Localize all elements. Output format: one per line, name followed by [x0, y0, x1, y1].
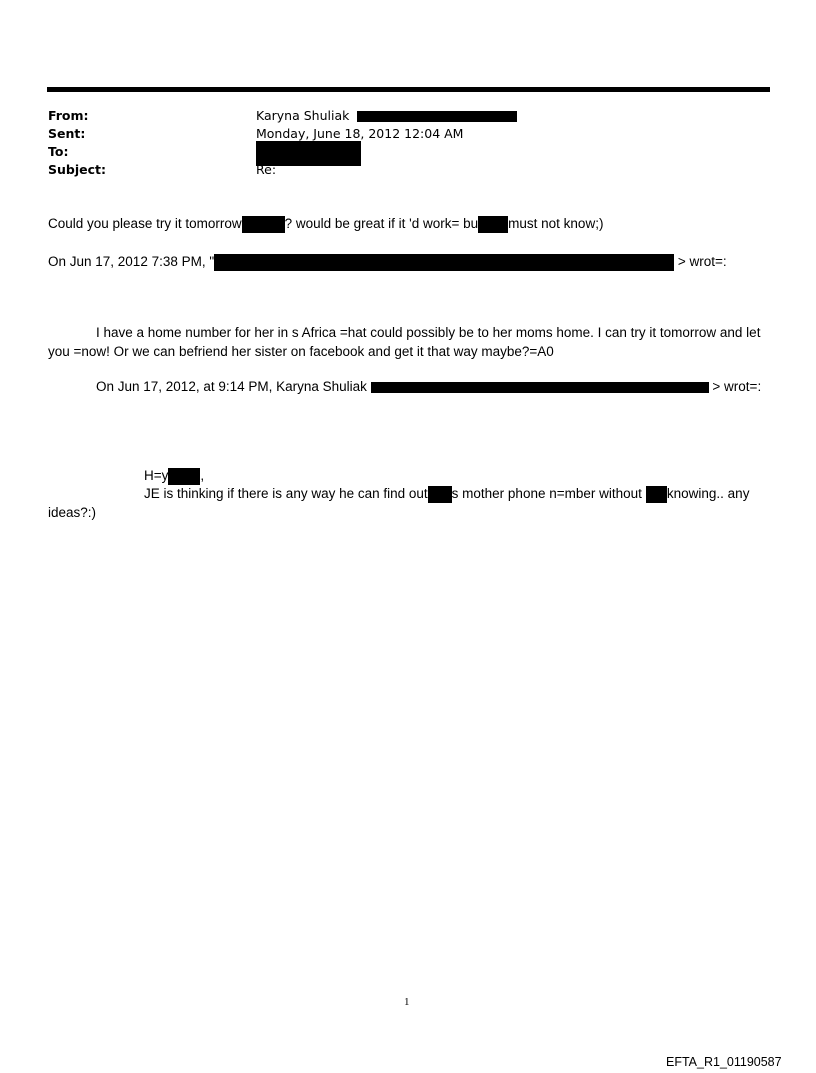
body-text: knowing.. any	[666, 486, 750, 501]
quote-header-1	[48, 252, 727, 271]
header-rule	[47, 87, 770, 92]
body-text: ? would be great if it 'd work= bu	[284, 216, 479, 231]
subject-label: Subject:	[48, 162, 106, 177]
redaction-box	[357, 111, 517, 122]
greeting-line	[144, 466, 204, 485]
body-text: On Jun 17, 2012, at 9:14 PM, Karyna Shuliak	[96, 379, 371, 394]
quote-header-2	[96, 377, 761, 396]
redaction-box	[242, 216, 285, 233]
sent-value: Monday, June 18, 2012 12:04 AM	[256, 126, 464, 141]
from-label: From:	[48, 108, 89, 123]
from-value	[256, 107, 517, 125]
para-line-2: you =now! Or we can befriend her sister on facebook and get it that way maybe?=A0	[48, 344, 554, 359]
subject-value: Re:	[256, 162, 277, 177]
redaction-box	[646, 486, 667, 503]
sent-label: Sent:	[48, 126, 86, 141]
to-label: To:	[48, 144, 69, 159]
body-text: s mother phone n=mber without	[451, 486, 642, 501]
body-text: Could you please try it tomorrow	[48, 216, 242, 231]
page-number: 1	[404, 996, 410, 1008]
body-text: JE is thinking if there is any way he can find out	[144, 486, 428, 501]
redaction-box	[478, 216, 508, 233]
redaction-box	[214, 254, 674, 271]
message-line-2: ideas?:)	[48, 505, 97, 520]
body-line-1	[48, 214, 603, 233]
body-text: ,	[200, 468, 205, 483]
body-text: > wrot=:	[708, 379, 762, 394]
redaction-box	[371, 382, 709, 393]
para-line-1: I have a home number for her in s Africa =hat could possibly be to her moms home. I can try it tomorrow and let	[96, 325, 761, 340]
body-text: H=y	[144, 468, 169, 483]
body-text: On Jun 17, 2012 7:38 PM, "	[48, 254, 215, 269]
document-id: EFTA_R1_01190587	[666, 1055, 782, 1069]
body-text: > wrot=:	[674, 254, 727, 269]
body-text: must not know;)	[508, 216, 604, 231]
redaction-box	[168, 468, 200, 485]
redaction-box	[428, 486, 452, 503]
message-line-1	[144, 484, 749, 503]
sender-name: Karyna Shuliak	[256, 108, 350, 123]
